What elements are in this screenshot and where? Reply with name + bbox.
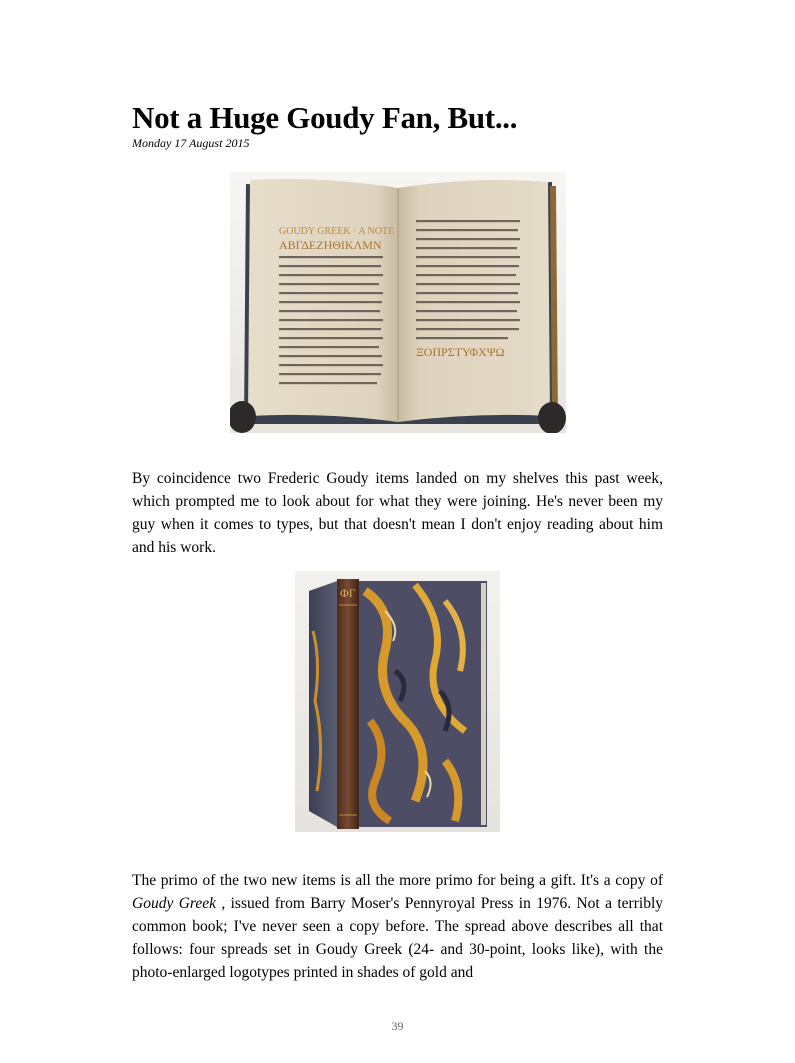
paragraph-2 xyxy=(132,869,663,984)
open-book-illustration xyxy=(230,172,566,433)
paragraph-1: By coincidence two Frederic Goudy items landed on my shelves this past week, which prompted me to look about for what they were joining. He's never been my guy when it comes to types, but that doesn't mean I don't enjoy reading about him and his work. xyxy=(132,470,663,556)
paragraph-2-before: The primo of the two new items is all the more primo for being a gift. It's a copy of xyxy=(132,872,663,889)
spine-letters: ΦΓ xyxy=(340,586,356,600)
page-number: 39 xyxy=(391,1019,404,1033)
book-title-italic: Goudy Greek xyxy=(132,895,216,912)
post-date: Monday 17 August 2015 xyxy=(132,136,250,150)
right-page-greek: ΞΟΠΡΣΤΥΦΧΨΩ xyxy=(416,345,505,359)
left-page-greek: ΑΒΓΔΕΖΗΘΙΚΛΜΝ xyxy=(279,238,382,252)
left-page-heading: GOUDY GREEK · A NOTE xyxy=(279,226,395,237)
marbled-book-illustration xyxy=(295,571,500,832)
closed-book-photo xyxy=(295,571,500,832)
post-title: Not a Huge Goudy Fan, But... xyxy=(132,100,518,135)
paragraph-2-after: , issued from Barry Moser's Pennyroyal Press in 1976. Not a terribly common book; I've never seen a copy before. The spread above describes all that follows: four spreads set in Goudy Greek (24- and 30-point, looks like), with the photo-enlarged logotypes printed in shades of gold and xyxy=(132,895,663,981)
open-book-photo xyxy=(230,172,566,433)
